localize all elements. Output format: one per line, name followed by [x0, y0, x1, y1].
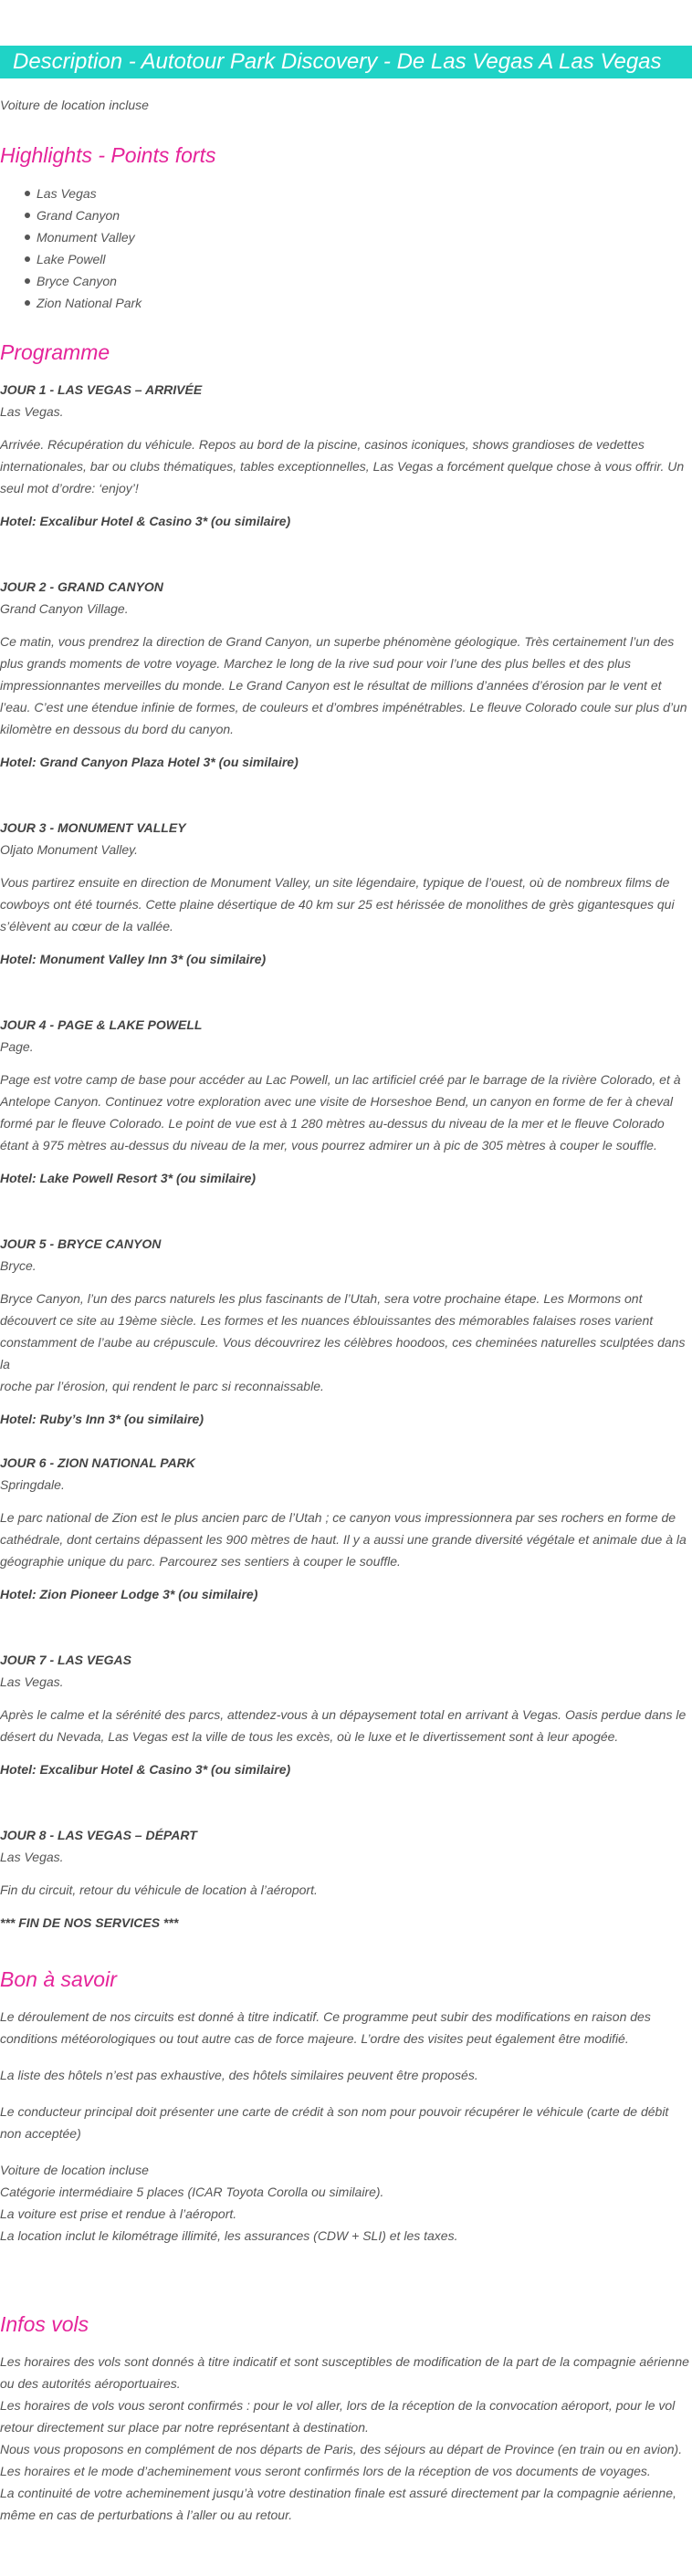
day-title: JOUR 3 - MONUMENT VALLEY [0, 820, 186, 835]
highlights-heading: Highlights - Points forts [0, 143, 216, 167]
day-hotel: Hotel: Grand Canyon Plaza Hotel 3* (ou similaire) [0, 755, 299, 769]
highlight-item: Monument Valley [37, 226, 142, 248]
day-description [0, 1069, 689, 1156]
text-line: constamment de l’aube au crépuscule. Vous découvrirez les célèbres hoodoos, ces cheminées naturelles sculptées dans la [0, 1335, 686, 1371]
day-description [0, 871, 689, 937]
bon-a-savoir-para-1 [0, 2006, 689, 2049]
text-line: La voiture est prise et rendue à l’aéroport. [0, 2206, 237, 2221]
text-line: Fin du circuit, retour du véhicule de location à l’aéroport. [0, 1882, 318, 1897]
text-line: Les horaires des vols sont donnés à titre indicatif et sont susceptibles de modification de la part de la compagnie aérienne [0, 2354, 689, 2369]
day-place: Page. [0, 1039, 34, 1054]
text-line: roche par l’érosion, qui rendent le parc si reconnaissable. [0, 1379, 324, 1393]
rental-car-info [0, 2159, 689, 2247]
day-4 [0, 1014, 689, 1189]
text-line: Les horaires de vols vous seront confirmés : pour le vol aller, lors de la réception de la convocation aéroport, pour le vol [0, 2398, 676, 2413]
infos-vols-heading: Infos vols [0, 2312, 89, 2336]
day-title: JOUR 4 - PAGE & LAKE POWELL [0, 1017, 203, 1032]
day-description [0, 631, 689, 740]
day-title: JOUR 2 - GRAND CANYON [0, 579, 163, 594]
intro-text: Voiture de location incluse [0, 98, 149, 112]
day-title: JOUR 7 - LAS VEGAS [0, 1653, 131, 1667]
day-3 [0, 817, 689, 970]
bon-a-savoir-heading: Bon à savoir [0, 1967, 117, 1991]
text-line: Ce matin, vous prendrez la direction de Grand Canyon, un superbe phénomène géologique. Très certainement l’un des [0, 634, 675, 649]
day-title: JOUR 1 - LAS VEGAS – ARRIVÉE [0, 382, 203, 397]
text-line: Les horaires et le mode d’acheminement vous seront confirmés lors de la réception de vos documents de voyages. [0, 2464, 651, 2478]
text-line: s’élèvent au cœur de la vallée. [0, 919, 173, 933]
day-place: Grand Canyon Village. [0, 601, 129, 616]
text-line: La location inclut le kilométrage illimité, les assurances (CDW + SLI) et les taxes. [0, 2228, 458, 2243]
highlight-item: Zion National Park [37, 292, 142, 314]
day-place: Springdale. [0, 1477, 65, 1492]
day-8 [0, 1824, 689, 1934]
text-line: Voiture de location incluse [0, 2163, 149, 2177]
end-of-services: *** FIN DE NOS SERVICES *** [0, 1915, 179, 1930]
text-line: retour directement sur place par notre représentant à destination. [0, 2420, 369, 2435]
bon-a-savoir-para-3 [0, 2101, 689, 2144]
day-hotel: Hotel: Lake Powell Resort 3* (ou similaire) [0, 1171, 257, 1185]
text-line: internationales, bar ou clubs thématiques, tables exceptionnelles, Las Vegas a forcément quelque chose à vous offrir. Un [0, 459, 685, 474]
day-5 [0, 1233, 689, 1430]
day-description [0, 433, 689, 499]
text-line: Bryce Canyon, l’un des parcs naturels les plus fascinants de l’Utah, sera votre prochaine étape. Les Mormons ont [0, 1291, 643, 1306]
text-line: seul mot d’ordre: ‘enjoy’! [0, 481, 139, 495]
text-line: étant à 975 mètres au-dessus du niveau de la mer, vous pourrez admirer un à pic de 305 mètres à couper le souffle. [0, 1138, 657, 1152]
text-line: Après le calme et la sérénité des parcs, attendez-vous à un dépaysement total en arrivant à Vegas. Oasis perdue dans le [0, 1707, 687, 1722]
page-title: Description - Autotour Park Discovery - De Las Vegas A Las Vegas [0, 46, 692, 78]
text-line: Page est votre camp de base pour accéder au Lac Powell, un lac artificiel créé par le barrage de la rivière Colorado, et à [0, 1072, 681, 1087]
text-line: Le parc national de Zion est le plus ancien parc de l’Utah ; ce canyon vous impressionnera par ses rochers en forme de [0, 1510, 676, 1525]
text-line: Le conducteur principal doit présenter une carte de crédit à son nom pour pouvoir récupérer le véhicule (carte de débit [0, 2104, 669, 2119]
day-place: Las Vegas. [0, 1850, 64, 1864]
day-2 [0, 576, 689, 773]
day-hotel: Hotel: Zion Pioneer Lodge 3* (ou similaire) [0, 1587, 258, 1601]
text-line: formé par le fleuve Colorado. Le point de vue est à 1 280 mètres au-dessus du niveau de la mer et le fleuve Colorado [0, 1116, 665, 1131]
highlight-item: Las Vegas [37, 183, 142, 204]
highlight-item: Bryce Canyon [37, 270, 142, 292]
day-title: JOUR 8 - LAS VEGAS – DÉPART [0, 1828, 197, 1842]
day-place: Oljato Monument Valley. [0, 842, 138, 857]
day-hotel: Hotel: Excalibur Hotel & Casino 3* (ou similaire) [0, 1762, 291, 1777]
text-line: La continuité de votre acheminement jusqu’à votre destination finale est assuré directement par la compagnie aérienne, [0, 2486, 676, 2500]
text-line: La liste des hôtels n’est pas exhaustive, des hôtels similaires peuvent être proposés. [0, 2068, 478, 2082]
text-line: non acceptée) [0, 2126, 81, 2141]
day-description [0, 1507, 689, 1572]
text-line: géographie unique du parc. Parcourez ses sentiers à couper le souffle. [0, 1554, 401, 1569]
day-place: Las Vegas. [0, 404, 64, 419]
infos-vols-text [0, 2351, 689, 2526]
text-line: l’eau. C’est une étendue infinie de formes, de couleurs et d’ombres impénétrables. Le fleuve Colorado coule sur plus d’un [0, 700, 687, 714]
day-description [0, 1288, 689, 1397]
day-hotel: Hotel: Ruby’s Inn 3* (ou similaire) [0, 1412, 204, 1426]
text-line: kilomètre en dessous du bord du canyon. [0, 722, 235, 736]
day-7 [0, 1649, 689, 1780]
text-line: ou des autorités aéroportuaires. [0, 2376, 181, 2391]
text-line: Vous partirez ensuite en direction de Monument Valley, un site légendaire, typique de l’ouest, où de nombreux films de [0, 875, 670, 890]
text-line: Nous vous proposons en complément de nos départs de Paris, des séjours au départ de Province (en train ou en avion). [0, 2442, 683, 2456]
text-line: impressionnantes merveilles du monde. Le Grand Canyon est le résultat de millions d’années d’érosion par le vent et [0, 678, 662, 693]
bon-a-savoir-para-2 [0, 2064, 689, 2086]
text-line: découvert ce site au 19ème siècle. Les formes et les nuances éblouissantes des mémorables falaises roses varient [0, 1313, 654, 1328]
highlights-list [37, 183, 142, 314]
day-title: JOUR 5 - BRYCE CANYON [0, 1236, 162, 1251]
text-line: Le déroulement de nos circuits est donné à titre indicatif. Ce programme peut subir des modifications en raison des [0, 2009, 651, 2024]
text-line: Antelope Canyon. Continuez votre exploration avec une visite de Horseshoe Bend, un canyon en forme de fer à cheval [0, 1094, 674, 1109]
day-6 [0, 1452, 689, 1605]
day-description [0, 1704, 689, 1747]
day-title: JOUR 6 - ZION NATIONAL PARK [0, 1455, 195, 1470]
day-place: Bryce. [0, 1258, 37, 1273]
text-line: même en cas de perturbations à l’aller ou au retour. [0, 2508, 293, 2522]
text-line: conditions météorologiques ou tout autre cas de force majeure. L’ordre des visites peut également être modifié. [0, 2031, 629, 2046]
day-place: Las Vegas. [0, 1674, 64, 1689]
day-1 [0, 379, 689, 532]
day-hotel: Hotel: Monument Valley Inn 3* (ou similaire) [0, 952, 267, 966]
highlight-item: Grand Canyon [37, 204, 142, 226]
programme-heading: Programme [0, 340, 110, 364]
text-line: désert du Nevada, Las Vegas est la ville de tous les excès, où le luxe et le divertissement sont à leur apogée. [0, 1729, 619, 1744]
day-hotel: Hotel: Excalibur Hotel & Casino 3* (ou similaire) [0, 514, 291, 528]
highlight-item: Lake Powell [37, 248, 142, 270]
text-line: plus grands moments de votre voyage. Marchez le long de la rive sud pour voir l’une des plus belles et des plus [0, 656, 632, 671]
text-line: cathédrale, dont certains dépassent les 900 mètres de haut. Il y a aussi une grande diversité végétale et animale due à la [0, 1532, 687, 1547]
text-line: Arrivée. Récupération du véhicule. Repos au bord de la piscine, casinos iconiques, shows grandioses de vedettes [0, 437, 645, 452]
text-line: cowboys ont été tournés. Cette plaine désertique de 40 km sur 25 est hérissée de monolithes de grès gigantesques qui [0, 897, 675, 912]
day-description [0, 1879, 689, 1901]
text-line: Catégorie intermédiaire 5 places (ICAR Toyota Corolla ou similaire). [0, 2185, 384, 2199]
